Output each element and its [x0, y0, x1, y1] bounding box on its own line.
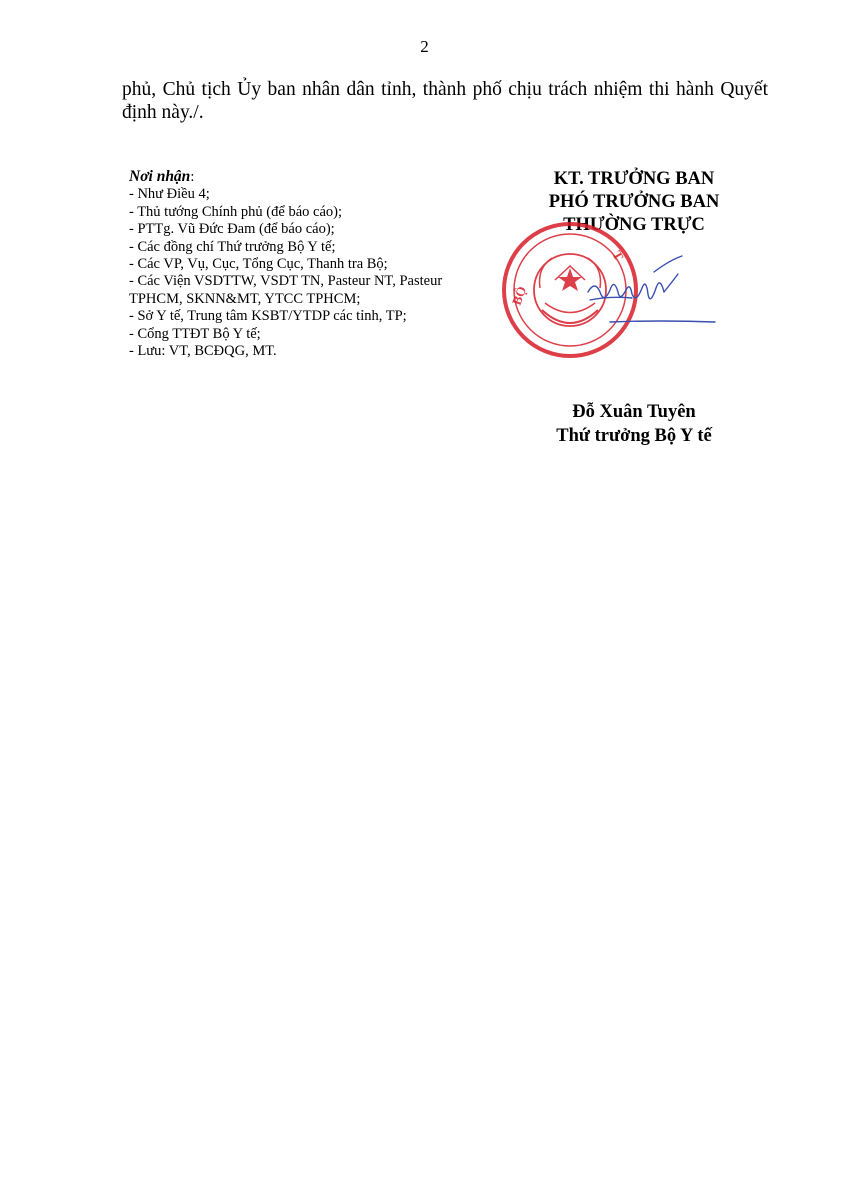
- recipient-item: - Như Điều 4;: [129, 186, 210, 203]
- recipients-title-colon: :: [190, 169, 195, 185]
- recipients-list: [129, 186, 489, 360]
- closing-paragraph: [122, 78, 768, 124]
- recipient-item: - PTTg. Vũ Đức Đam (để báo cáo);: [129, 221, 335, 238]
- signer-block: [520, 400, 748, 448]
- recipient-item: - Thủ tướng Chính phủ (để báo cáo);: [129, 203, 342, 220]
- recipient-item: - Cổng TTĐT Bộ Y tế;: [129, 325, 261, 342]
- signature-authority-line-1: KT. TRƯỞNG BAN: [553, 169, 715, 189]
- closing-paragraph-line-2: định này./.: [122, 102, 204, 123]
- stamp-letter: BỘ: [508, 284, 530, 308]
- recipient-item: - Các đồng chí Thứ trưởng Bộ Y tế;: [129, 238, 336, 255]
- page-number: 2: [420, 37, 429, 56]
- stamp-letter: T: [609, 248, 627, 264]
- recipient-item: - Các Viện VSDTTW, VSDT TN, Pasteur NT, Pasteur TPHCM, SKNN&MT, YTCC TPHCM;: [129, 273, 443, 307]
- recipient-item: - Các VP, Vụ, Cục, Tổng Cục, Thanh tra Bộ;: [129, 256, 388, 273]
- closing-paragraph-line-1: phủ, Chủ tịch Ủy ban nhân dân tỉnh, thành phố chịu trách nhiệm thi hành Quyết: [122, 79, 768, 100]
- recipients-heading: [129, 168, 489, 186]
- recipient-item: - Lưu: VT, BCĐQG, MT.: [129, 343, 277, 360]
- signer-name: Đỗ Xuân Tuyên: [572, 402, 696, 422]
- signature-authority-line-2: PHÓ TRƯỞNG BAN: [548, 192, 720, 212]
- signature-authority-line-3: THƯỜNG TRỰC: [563, 215, 705, 235]
- recipients-block: [129, 168, 489, 360]
- recipient-item: - Sở Y tế, Trung tâm KSBT/YTDP các tỉnh, TP;: [129, 308, 407, 325]
- signer-title: Thứ trưởng Bộ Y tế: [556, 426, 712, 446]
- handwritten-signature: [570, 252, 720, 337]
- recipients-title: Nơi nhận: [129, 168, 191, 185]
